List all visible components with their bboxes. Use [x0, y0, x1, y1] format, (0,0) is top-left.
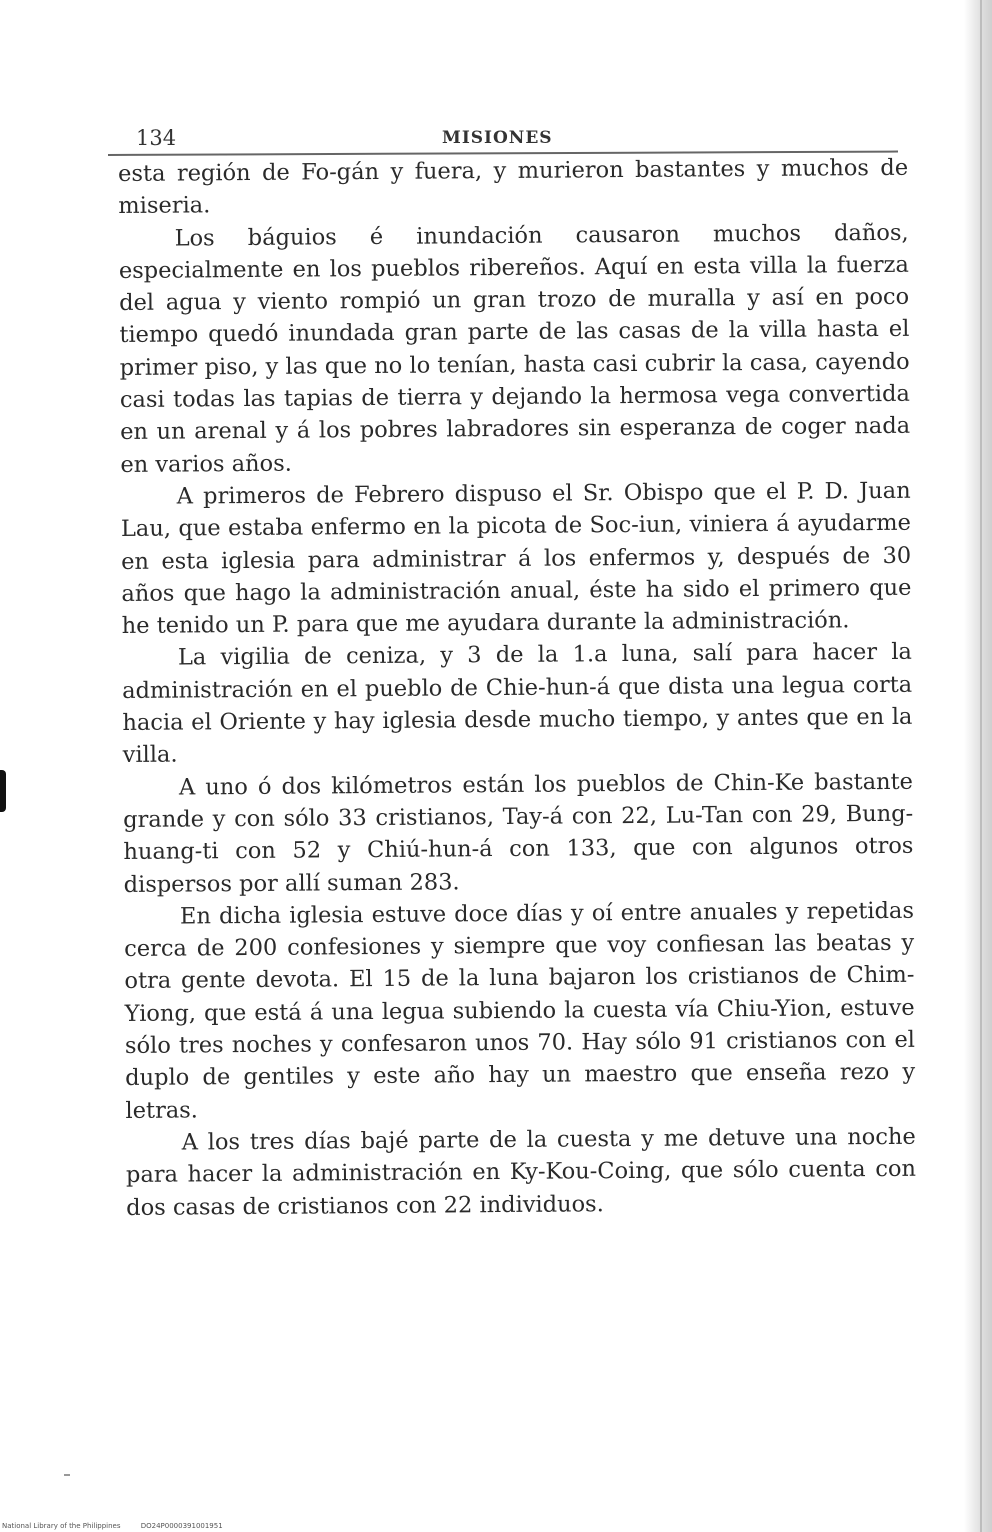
page-edge-line: [980, 0, 982, 1532]
paragraph: A primeros de Febrero dispuso el Sr. Obispo que el P. D. Juan Lau, que estaba enfermo en la picota de Soc-iun, viniera á ayudarme en esta iglesia para administrar á los enfermos y, después de 30 años que hago la administración anual, éste ha sido el primero que he tenido un P. para que me ayudara durante la administración.: [120, 477, 912, 640]
paragraph: Los báguios é inundación causaron muchos daños, especialmente en los pueblos ribereños. Aquí en esta villa la fuerza del agua y viento rompió un gran trozo de muralla y así en poco tiempo quedó inundada gran parte de las casas de la villa hasta el primer piso, y las que no lo tenían, hasta casi cubrir la casa, cayendo casi todas las tapias de tierra y dejando la hermosa vega convertida en un arenal y á los pobres labradores sin esperanza de coger nada en varios años.: [118, 219, 911, 478]
footer-library: National Library of the Philippines: [2, 1522, 121, 1530]
footer-code: DO24P0000391001951: [140, 1522, 223, 1530]
running-title: MISIONES: [442, 128, 553, 148]
page-edge-shadow: [964, 0, 992, 1532]
page-footer: [2, 1522, 223, 1530]
scan-tick-mark: [64, 1474, 70, 1476]
page-number: 134: [136, 126, 177, 150]
paragraph: A uno ó dos kilómetros están los pueblos de Chin-Ke bastante grande y con sólo 33 cristianos, Tay-á con 22, Lu-Tan con 29, Bung-huang-ti con 52 y Chiú-hun-á con 133, que con algunos otros dispersos por allí suman 283.: [123, 768, 914, 898]
scan-margin-mark: [0, 770, 6, 812]
paragraph: La vigilia de ceniza, y 3 de la 1.a luna, salí para hacer la administración en el pueblo de Chie-hun-á que dista una legua corta hacia el Oriente y hay iglesia desde mucho tiempo, y antes que en la villa.: [122, 639, 913, 769]
paragraph: esta región de Fo-gán y fuera, y murieron bastantes y muchos de miseria.: [118, 154, 909, 220]
paragraph: A los tres días bajé parte de la cuesta y me detuve una noche para hacer la administración en Ky-Kou-Coing, que sólo cuenta con dos casas de cristianos con 22 individuos.: [125, 1123, 917, 1221]
paragraph: En dicha iglesia estuve doce días y oí entre anuales y repetidas cerca de 200 confesiones y siempre que voy confiesan las beatas y otra gente devota. El 15 de la luna bajaron los cristianos de Chim-Yiong, que está á una legua subiendo la cuesta vía Chiu-Yion, estuve sólo tres noches y confesaron unos 70. Hay sólo 91 cristianos con el duplo de gentiles y este año hay un maestro que enseña rezo y letras.: [124, 897, 916, 1124]
body-text: [118, 152, 916, 1224]
